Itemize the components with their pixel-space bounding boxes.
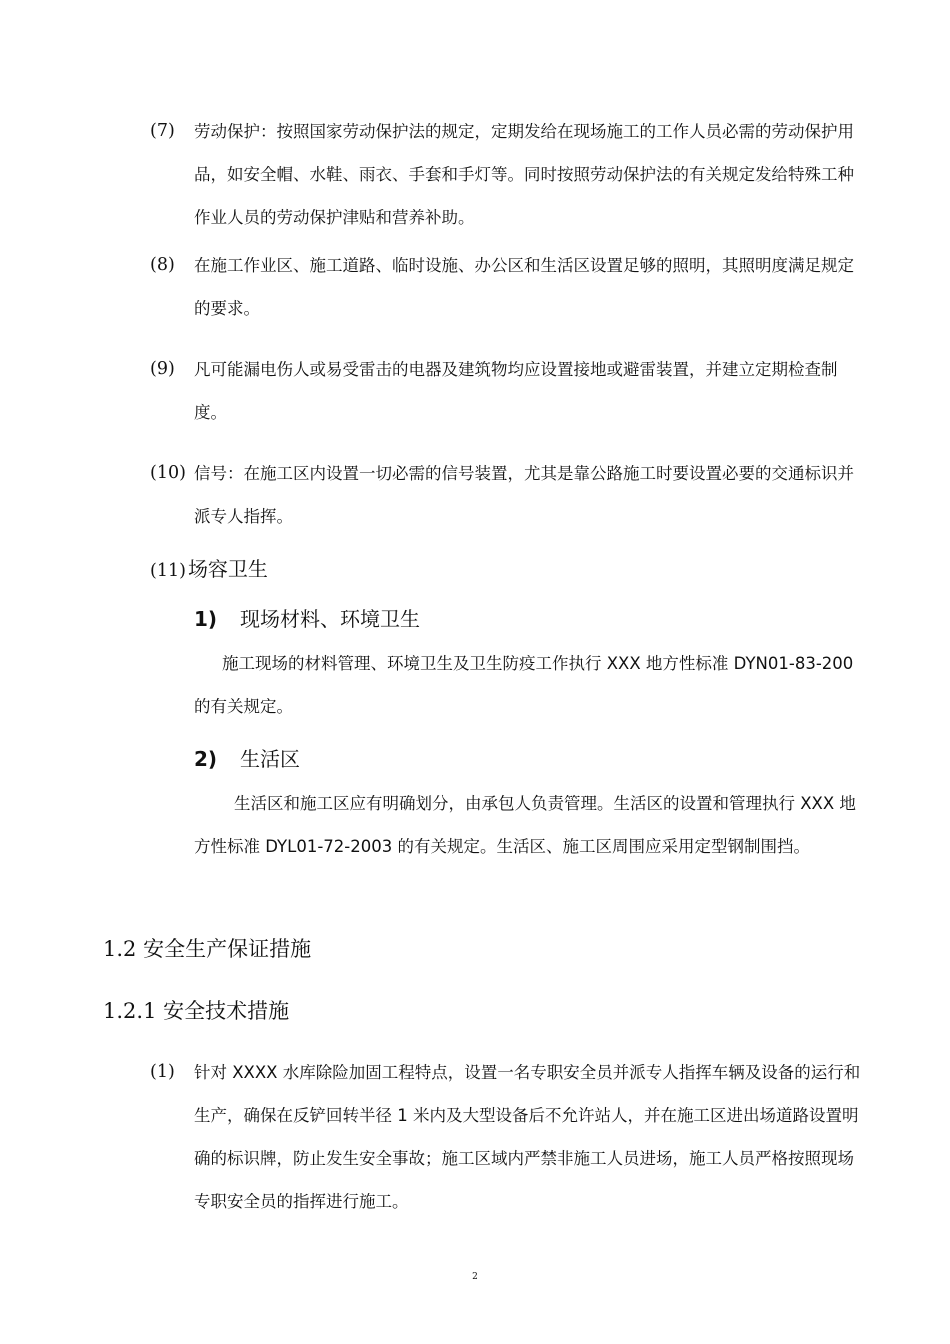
item-number: (1) bbox=[150, 1062, 175, 1082]
item-10 bbox=[150, 452, 862, 538]
item-9 bbox=[150, 348, 862, 434]
subheading-title: 现场材料、环境卫生 bbox=[240, 607, 420, 631]
item-number: (7) bbox=[150, 121, 175, 141]
subheading-title: 生活区 bbox=[240, 747, 300, 771]
item-8 bbox=[150, 244, 862, 330]
item-1 bbox=[150, 1051, 862, 1223]
heading-text: 场容卫生 bbox=[187, 557, 268, 581]
item-text: 针对 XXXX 水库除险加固工程特点，设置一名专职安全员并派专人指挥车辆及设备的运行和生产，确保在反铲回转半径 1 米内及大型设备后不允许站人，并在施工区进出场道路设置明确的标识牌，防止发生安全事故；施工区域内严禁非施工人员进场，施工人员严格按照现场专职安全员的指挥进行施工。 bbox=[194, 1063, 861, 1211]
subheading-1 bbox=[194, 598, 420, 641]
section-title: 安全生产保证措施 bbox=[143, 937, 312, 961]
item-text: 凡可能漏电伤人或易受雷击的电器及建筑物均应设置接地或避雷装置，并建立定期检查制度。 bbox=[194, 360, 838, 422]
page-number: 2 bbox=[472, 1272, 478, 1282]
item-text: 劳动保护：按照国家劳动保护法的规定，定期发给在现场施工的工作人员必需的劳动保护用品，如安全帽、水鞋、雨衣、手套和手灯等。同时按照劳动保护法的有关规定发给特殊工种作业人员的劳动保护津贴和营养补助。 bbox=[194, 122, 854, 227]
item-number: (9) bbox=[150, 359, 175, 379]
subheading-1-body: 施工现场的材料管理、环境卫生及卫生防疫工作执行 XXX 地方性标准 DYN01-83-200 的有关规定。 bbox=[194, 654, 854, 716]
section-1-2 bbox=[103, 928, 311, 971]
item-text: 信号：在施工区内设置一切必需的信号装置，尤其是靠公路施工时要设置必要的交通标识并派专人指挥。 bbox=[194, 464, 854, 526]
item-7 bbox=[150, 110, 862, 239]
subheading-number: 1) bbox=[194, 607, 218, 631]
subheading-number: 2) bbox=[194, 747, 218, 771]
heading-number: (11) bbox=[150, 561, 186, 581]
subheading-2-body: 生活区和施工区应有明确划分，由承包人负责管理。生活区的设置和管理执行 XXX 地方性标准 DYL01-72-2003 的有关规定。生活区、施工区周围应采用定型钢制围挡。 bbox=[194, 794, 856, 856]
section-number: 1.2.1 bbox=[103, 999, 157, 1023]
section-title: 安全技术措施 bbox=[163, 999, 290, 1023]
item-number: (8) bbox=[150, 255, 175, 275]
section-1-2-1 bbox=[103, 990, 289, 1033]
item-text: 在施工作业区、施工道路、临时设施、办公区和生活区设置足够的照明，其照明度满足规定的要求。 bbox=[194, 256, 854, 318]
item-number: (10) bbox=[150, 463, 186, 483]
subheading-2 bbox=[194, 738, 300, 781]
heading-11 bbox=[150, 548, 268, 593]
section-number: 1.2 bbox=[103, 937, 137, 961]
